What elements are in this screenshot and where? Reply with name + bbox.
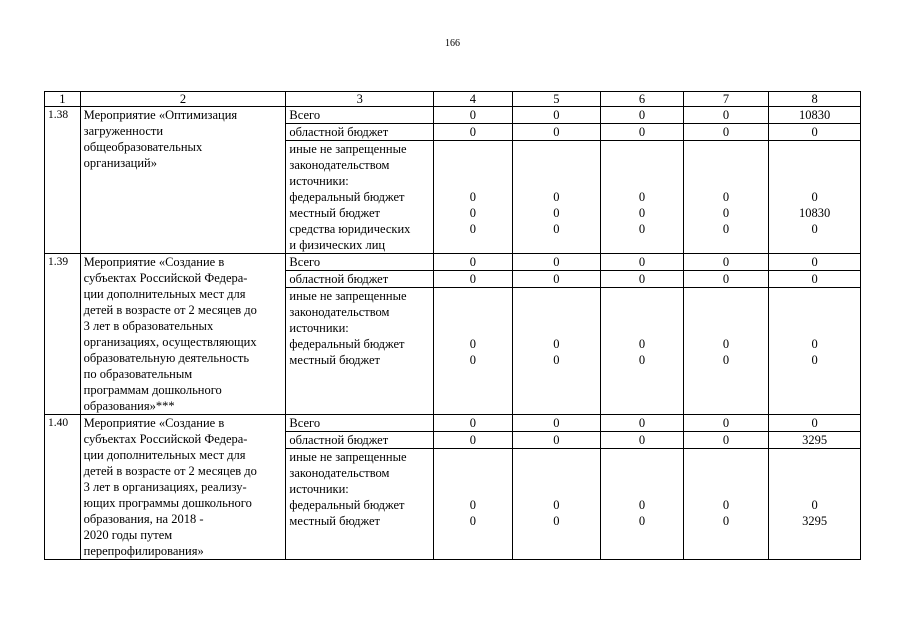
column-header: 4 (434, 92, 512, 107)
value: 3295 (802, 514, 828, 528)
value: 0 (553, 353, 560, 367)
source-label: иные не запрещенные (289, 450, 407, 464)
value-cell (769, 141, 861, 254)
value: 0 (722, 206, 730, 220)
value: 0 (811, 222, 818, 236)
description-line: ции дополнительных мест для (83, 287, 246, 301)
value-cell: 0 (512, 107, 601, 124)
description-line: Мероприятие «Создание в (83, 416, 225, 430)
value-cell (434, 288, 512, 415)
value-cell: 0 (683, 124, 769, 141)
description-line: 2020 годы путем (83, 528, 173, 542)
source-label: законодательством (289, 305, 390, 319)
value: 0 (469, 337, 476, 351)
value: 0 (553, 498, 560, 512)
description-line: организациях, осуществляющих (83, 335, 257, 349)
source-breakdown (286, 141, 434, 254)
value-cell: 0 (434, 432, 512, 449)
item-number: 1.38 (45, 107, 81, 254)
value-cell: 0 (601, 254, 684, 271)
value: 0 (811, 337, 818, 351)
value-cell: 0 (434, 254, 512, 271)
table-row (45, 107, 861, 124)
column-header: 1 (45, 92, 81, 107)
item-description (80, 254, 286, 415)
value-cell: 10830 (769, 107, 861, 124)
value-cell: 3295 (769, 432, 861, 449)
value-cell: 0 (769, 254, 861, 271)
description-line: общеобразовательных (83, 140, 203, 154)
source-label: местный бюджет (289, 353, 381, 367)
value: 0 (638, 222, 646, 236)
source-label: областной бюджет (286, 124, 434, 141)
value-cell: 0 (769, 415, 861, 432)
description-line: образования, на 2018 - (83, 512, 204, 526)
value: 0 (811, 190, 818, 204)
value-cell (601, 288, 684, 415)
value-cell (434, 141, 512, 254)
value: 0 (811, 353, 818, 367)
value: 0 (553, 190, 560, 204)
description-line: программам дошкольного (83, 383, 222, 397)
description-line: детей в возрасте от 2 месяцев до (83, 464, 257, 478)
value-cell: 0 (512, 432, 601, 449)
value: 0 (722, 222, 730, 236)
source-label: местный бюджет (289, 206, 381, 220)
description-line: образовательную деятельность (83, 351, 250, 365)
value: 0 (469, 206, 476, 220)
value: 10830 (799, 206, 831, 220)
column-header: 8 (769, 92, 861, 107)
source-label: федеральный бюджет (289, 498, 405, 512)
value-cell (512, 288, 601, 415)
source-label: законодательством (289, 158, 390, 172)
value-cell (769, 449, 861, 560)
value: 0 (722, 514, 730, 528)
value-cell: 0 (434, 107, 512, 124)
value-cell: 0 (434, 124, 512, 141)
value: 0 (722, 190, 730, 204)
description-line: детей в возрасте от 2 месяцев до (83, 303, 257, 317)
value-cell: 0 (683, 415, 769, 432)
value-cell: 0 (512, 271, 601, 288)
description-line: по образовательным (83, 367, 193, 381)
description-line: субъектах Российской Федера- (83, 432, 248, 446)
value: 0 (553, 206, 560, 220)
column-header: 3 (286, 92, 434, 107)
value-cell (512, 141, 601, 254)
source-label: местный бюджет (289, 514, 381, 528)
source-breakdown (286, 288, 434, 415)
value-cell: 0 (769, 124, 861, 141)
description-line: перепрофилирования» (83, 544, 204, 558)
value-cell: 0 (769, 271, 861, 288)
value: 0 (553, 222, 560, 236)
description-line: Мероприятие «Создание в (83, 255, 225, 269)
value-cell (683, 141, 769, 254)
value-cell (512, 449, 601, 560)
source-label: иные не запрещенные (289, 142, 407, 156)
description-line: субъектах Российской Федера- (83, 271, 248, 285)
value-cell: 0 (601, 107, 684, 124)
value: 0 (469, 353, 476, 367)
value-cell: 0 (683, 432, 769, 449)
item-description (80, 107, 286, 254)
source-label: иные не запрещенные (289, 289, 407, 303)
value: 0 (638, 337, 646, 351)
value-cell (601, 141, 684, 254)
value: 0 (469, 498, 476, 512)
description-line: ющих программы дошкольного (83, 496, 252, 510)
source-label: источники: (289, 321, 349, 335)
page-number: 166 (445, 38, 460, 49)
table-row (45, 254, 861, 271)
source-label: источники: (289, 482, 349, 496)
value: 0 (722, 353, 730, 367)
source-label: федеральный бюджет (289, 337, 405, 351)
value-cell (683, 449, 769, 560)
description-line: ции дополнительных мест для (83, 448, 246, 462)
value: 0 (722, 337, 730, 351)
value: 0 (469, 514, 476, 528)
value: 0 (638, 206, 646, 220)
value-cell: 0 (601, 415, 684, 432)
item-number: 1.40 (45, 415, 81, 560)
source-label: и физических лиц (289, 238, 386, 252)
value-cell: 0 (512, 124, 601, 141)
description-line: 3 лет в образовательных (83, 319, 214, 333)
value-cell: 0 (601, 124, 684, 141)
source-breakdown (286, 449, 434, 560)
value: 0 (638, 498, 646, 512)
value-cell (683, 288, 769, 415)
source-label: областной бюджет (286, 271, 434, 288)
column-header: 7 (683, 92, 769, 107)
value-cell: 0 (434, 415, 512, 432)
source-label: законодательством (289, 466, 390, 480)
value-cell: 0 (683, 254, 769, 271)
description-line: образования»*** (83, 399, 175, 413)
value: 0 (553, 514, 560, 528)
value: 0 (638, 514, 646, 528)
value-cell: 0 (601, 271, 684, 288)
value: 0 (811, 498, 818, 512)
description-line: Мероприятие «Оптимизация (83, 108, 238, 122)
item-number: 1.39 (45, 254, 81, 415)
column-header: 2 (80, 92, 286, 107)
description-line: 3 лет в организациях, реализу- (83, 480, 247, 494)
source-label: Всего (286, 107, 434, 124)
source-label: областной бюджет (286, 432, 434, 449)
source-label: средства юридических (289, 222, 411, 236)
source-label: Всего (286, 415, 434, 432)
column-header: 5 (512, 92, 601, 107)
item-description (80, 415, 286, 560)
value-cell: 0 (601, 432, 684, 449)
source-label: Всего (286, 254, 434, 271)
table-header-row (45, 92, 861, 107)
value: 0 (722, 498, 730, 512)
source-label: федеральный бюджет (289, 190, 405, 204)
description-line: организаций» (83, 156, 157, 170)
value: 0 (638, 353, 646, 367)
value: 0 (469, 222, 476, 236)
value-cell (601, 449, 684, 560)
source-label: источники: (289, 174, 349, 188)
column-header: 6 (601, 92, 684, 107)
description-line: загруженности (83, 124, 164, 138)
budget-table (44, 91, 861, 560)
value-cell: 0 (512, 254, 601, 271)
table-row (45, 415, 861, 432)
value: 0 (553, 337, 560, 351)
value-cell (769, 288, 861, 415)
value: 0 (638, 190, 646, 204)
value: 0 (469, 190, 476, 204)
value-cell: 0 (683, 271, 769, 288)
value-cell: 0 (434, 271, 512, 288)
value-cell (434, 449, 512, 560)
value-cell: 0 (683, 107, 769, 124)
value-cell: 0 (512, 415, 601, 432)
